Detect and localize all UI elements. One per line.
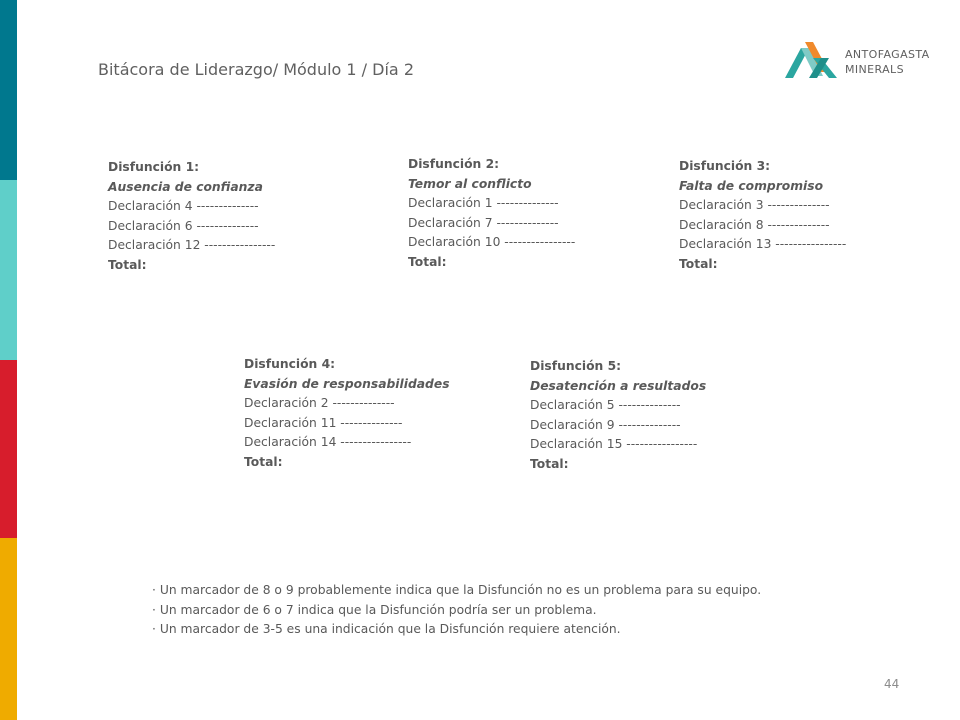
total-label: Total: (108, 257, 147, 272)
dysfunction-3-block (679, 157, 846, 274)
declaration-line: Declaración 11 -------------- (244, 415, 403, 430)
dysfunction-name: Falta de compromiso (679, 178, 824, 193)
declaration-line: Declaración 1 -------------- (408, 196, 559, 210)
note-line: · Un marcador de 3-5 es una indicación que la Disfunción requiere atención. (152, 622, 621, 636)
dysfunction-2-block (408, 155, 575, 272)
stripe-aqua (0, 180, 17, 360)
page-number: 44 (884, 677, 900, 691)
declaration-line: Declaración 4 -------------- (108, 199, 259, 213)
side-color-bar (0, 0, 17, 720)
page-title: Bitácora de Liderazgo/ Módulo 1 / Día 2 (98, 60, 414, 79)
note-line: · Un marcador de 8 o 9 probablemente indica que la Disfunción no es un problema para su equipo. (152, 583, 762, 597)
dysfunction-heading: Disfunción 5: (530, 359, 622, 373)
declaration-line: Declaración 14 ---------------- (244, 435, 412, 449)
dysfunction-heading: Disfunción 3: (679, 159, 771, 173)
declaration-line: Declaración 2 -------------- (244, 396, 395, 410)
declaration-line: Declaración 13 ---------------- (679, 237, 847, 251)
declaration-line: Declaración 8 -------------- (679, 217, 830, 232)
logo-line-2: MINERALS (845, 63, 904, 76)
declaration-line: Declaración 6 -------------- (108, 218, 259, 233)
declaration-line: Declaración 12 ---------------- (108, 238, 276, 252)
logo-line-1: ANTOFAGASTA (845, 48, 930, 61)
note-line: · Un marcador de 6 o 7 indica que la Disfunción podría ser un problema. (152, 602, 597, 617)
declaration-line: Declaración 15 ---------------- (530, 437, 698, 451)
declaration-line: Declaración 5 -------------- (530, 398, 681, 412)
dysfunction-heading: Disfunción 4: (244, 357, 336, 371)
scoring-notes (152, 581, 761, 640)
dysfunction-name: Temor al conflicto (408, 176, 532, 191)
dysfunction-name: Desatención a resultados (530, 378, 707, 393)
logo-mark-icon (783, 38, 841, 84)
stripe-red (0, 360, 17, 538)
declaration-line: Declaración 9 -------------- (530, 417, 681, 432)
total-label: Total: (408, 254, 447, 269)
dysfunction-heading: Disfunción 1: (108, 160, 200, 174)
stripe-yellow (0, 538, 17, 720)
total-label: Total: (679, 256, 718, 271)
total-label: Total: (244, 454, 283, 469)
company-logo (783, 38, 943, 84)
declaration-line: Declaración 3 -------------- (679, 198, 830, 212)
stripe-teal (0, 0, 17, 180)
dysfunction-name: Ausencia de confianza (108, 179, 263, 194)
dysfunction-1-block (108, 158, 275, 275)
dysfunction-name: Evasión de responsabilidades (244, 376, 450, 391)
declaration-line: Declaración 10 ---------------- (408, 235, 576, 249)
dysfunction-5-block (530, 357, 706, 474)
logo-wordmark (845, 47, 930, 77)
total-label: Total: (530, 456, 569, 471)
declaration-line: Declaración 7 -------------- (408, 215, 559, 230)
dysfunction-4-block (244, 355, 450, 472)
dysfunction-heading: Disfunción 2: (408, 157, 500, 171)
